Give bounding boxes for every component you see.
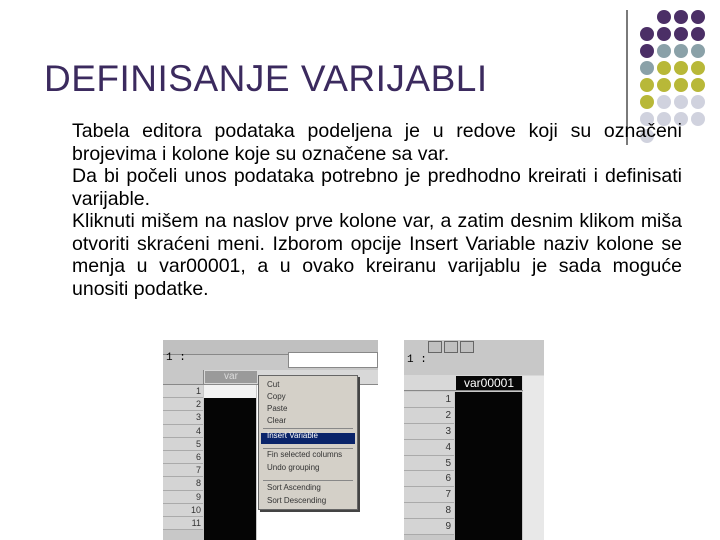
menu-item[interactable]: Cut <box>267 380 280 389</box>
row-number[interactable]: 8 <box>404 503 454 519</box>
menu-item[interactable]: Sort Descending <box>267 496 327 505</box>
row-number[interactable]: 1 <box>404 392 454 408</box>
decorative-dot <box>640 27 654 41</box>
decorative-dot <box>657 61 671 75</box>
decorative-dot <box>640 61 654 75</box>
decorative-dot <box>640 44 654 58</box>
menu-item[interactable]: Fin selected columns <box>267 450 343 459</box>
new-variable-cells[interactable] <box>455 392 522 540</box>
screenshot-before <box>163 340 378 540</box>
decorative-dot <box>691 61 705 75</box>
cell-reference: 1 : <box>407 354 427 366</box>
cell-editor[interactable] <box>288 352 378 368</box>
row-number[interactable]: 1 <box>163 385 203 398</box>
row-number[interactable]: 8 <box>163 477 203 490</box>
window-button[interactable] <box>428 341 442 353</box>
menu-item[interactable]: Copy <box>267 392 286 401</box>
window-button[interactable] <box>460 341 474 353</box>
decorative-dot <box>674 95 688 109</box>
row-number[interactable]: 5 <box>163 438 203 451</box>
row-number[interactable]: 10 <box>163 504 203 517</box>
decorative-dot <box>657 44 671 58</box>
paragraph-3: Kliknuti mišem na naslov prve kolone var, a zatim desnim klikom miša otvoriti skraćeni meni. Izborom opcije Insert Variable naziv kolone se menja u var00001, a u ovako kreiranu varijablu je sada moguće unositi podatke. <box>72 210 682 300</box>
decorative-dot <box>674 27 688 41</box>
column-header-var[interactable]: var <box>205 371 257 383</box>
row-number[interactable]: 2 <box>404 408 454 424</box>
window-button[interactable] <box>444 341 458 353</box>
menu-separator <box>263 448 353 449</box>
row-number[interactable]: 3 <box>404 424 454 440</box>
row-number[interactable]: 5 <box>404 456 454 472</box>
decorative-dot <box>657 27 671 41</box>
menu-item[interactable]: Sort Ascending <box>267 483 321 492</box>
row-number[interactable]: 3 <box>163 411 203 424</box>
row-number-list <box>404 392 454 535</box>
menu-item[interactable]: Insert Variable <box>267 431 318 440</box>
row-number[interactable]: 9 <box>163 491 203 504</box>
decorative-dot <box>691 44 705 58</box>
decorative-dot <box>691 10 705 24</box>
row-number[interactable]: 4 <box>404 440 454 456</box>
decorative-dot <box>674 78 688 92</box>
menu-separator <box>263 428 353 429</box>
paragraph-1: Tabela editora podataka podeljena je u redove koji su označeni brojevima i kolone koje su označene sa var. <box>72 120 682 165</box>
decorative-dot <box>674 61 688 75</box>
first-cell[interactable] <box>204 385 256 398</box>
menu-separator <box>263 480 353 481</box>
row-number[interactable]: 7 <box>163 464 203 477</box>
decorative-dot <box>657 78 671 92</box>
decorative-dot <box>691 95 705 109</box>
selected-column-cells[interactable] <box>204 398 256 540</box>
screenshot-after <box>404 340 544 540</box>
decorative-dot <box>674 44 688 58</box>
menu-item[interactable]: Clear <box>267 416 287 425</box>
row-number[interactable]: 6 <box>404 471 454 487</box>
decorative-dot <box>640 95 654 109</box>
row-number[interactable]: 4 <box>163 425 203 438</box>
row-number[interactable]: 11 <box>163 517 203 530</box>
decorative-dot <box>691 27 705 41</box>
row-number[interactable]: 2 <box>163 398 203 411</box>
column-header-var00001[interactable]: var00001 <box>456 376 522 390</box>
decorative-dot <box>657 95 671 109</box>
empty-grid[interactable] <box>523 376 544 540</box>
row-number[interactable]: 7 <box>404 487 454 503</box>
row-number-list <box>163 385 203 530</box>
cell-reference: 1 : <box>166 352 186 364</box>
row-number[interactable]: 9 <box>404 519 454 535</box>
decorative-dot <box>674 10 688 24</box>
menu-item[interactable]: Undo grouping <box>267 463 320 472</box>
paragraph-2: Da bi počeli unos podataka potrebno je predhodno kreirati i definisati varijable. <box>72 165 682 210</box>
slide-body <box>72 120 682 300</box>
context-menu <box>258 375 358 510</box>
menu-item[interactable]: Paste <box>267 404 288 413</box>
row-number[interactable]: 6 <box>163 451 203 464</box>
decorative-dot <box>691 78 705 92</box>
decorative-dot <box>657 10 671 24</box>
decorative-dot <box>640 78 654 92</box>
decorative-dot <box>691 112 705 126</box>
slide-title: DEFINISANJE VARIJABLI <box>44 58 488 99</box>
header-corner <box>163 370 204 384</box>
